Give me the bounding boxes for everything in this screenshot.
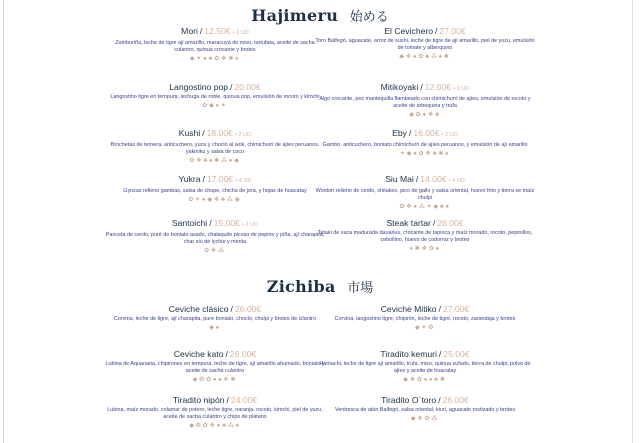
- crustacean-icon: ✦: [195, 197, 202, 203]
- mollusc-icon: ❂: [199, 377, 206, 383]
- fish-icon: ◆: [209, 325, 216, 331]
- dish-price: 14.00€: [420, 174, 447, 184]
- name-price-separator: /: [438, 304, 441, 314]
- dish-header: [105, 395, 325, 406]
- dish-units: • 2 UD: [234, 132, 252, 138]
- dish-price: 18.00€: [206, 128, 233, 138]
- nut-icon: ♣: [208, 56, 215, 62]
- menu-item: [105, 349, 325, 384]
- dish-description: Toro Balfegó, aguacate, arroz de sushi, leche de tigre de ají amarillo, piel de yuzu, emulsión de tomate y alberquino: [315, 38, 535, 51]
- celery-icon: ♠: [429, 377, 435, 383]
- section-title-hajimeru: [0, 6, 640, 25]
- dish-description: Corvina, leche de tigre, ají charapita, pure boniato, choclo, chulpi y brotes de cilantro: [114, 316, 316, 322]
- name-price-separator: /: [230, 82, 233, 92]
- celery-icon: ♠: [218, 377, 224, 383]
- dish-name: Tiradito nipón: [172, 395, 225, 405]
- dish-description: Tataki de vaca madurada dauarius, crocante de tapioca y maíz morado, rocoto, pepinillos, cebollino, huevo de codorniz y brotes: [317, 230, 533, 243]
- nut-icon: ♣: [434, 377, 440, 383]
- dish-header: [105, 349, 325, 360]
- name-price-separator: /: [226, 395, 229, 405]
- nut-icon: ♣: [203, 158, 210, 164]
- mustard-icon: ✱: [414, 246, 422, 252]
- soy-icon: ❖: [223, 377, 231, 383]
- crustacean-icon: ✦: [399, 151, 407, 157]
- egg-icon: ●: [422, 112, 428, 118]
- dish-price: 24.00€: [230, 395, 258, 405]
- celery-icon: ♠: [445, 204, 451, 210]
- name-price-separator: /: [435, 26, 438, 36]
- dish-header: [105, 304, 325, 315]
- celery-icon: ♠: [235, 56, 241, 62]
- soy-icon: ❖: [213, 197, 222, 203]
- dish-price: 26.00€: [437, 218, 464, 228]
- name-price-separator: /: [202, 128, 205, 138]
- allergen-icons: [105, 377, 325, 384]
- sesame-icon: ⁂: [226, 197, 235, 203]
- gluten-icon: ✿: [418, 151, 426, 157]
- sesame-icon: ⁂: [431, 416, 440, 422]
- allergen-icons: [105, 158, 325, 165]
- name-price-separator: /: [415, 174, 419, 184]
- egg-icon: ●: [409, 246, 415, 252]
- sesame-icon: ⁂: [430, 54, 439, 60]
- dish-description: Lubina, maíz morado, colamar de potero, leche tigre, naranja, rocoto, kimchi, piel de yuzu, aceite de sacha culantro y chips de plátano: [107, 407, 323, 420]
- soy-icon: ❖: [406, 204, 414, 210]
- dish-header: [105, 174, 325, 187]
- crustacean-icon: ✦: [196, 56, 204, 62]
- section-title-latin: Zichiba: [266, 277, 336, 296]
- dish-name: Ceviche kato: [173, 349, 224, 359]
- menu-item: [315, 174, 535, 211]
- gluten-icon: ✿: [214, 56, 222, 62]
- fish-icon: ◆: [406, 151, 414, 157]
- fish-icon: ◆: [403, 377, 410, 383]
- crustacean-icon: ✦: [426, 204, 434, 210]
- gluten-icon: ✿: [399, 204, 407, 210]
- dish-price: 26.00€: [442, 395, 469, 405]
- gluten-icon: ✿: [205, 377, 213, 383]
- soy-icon: ❖: [221, 56, 229, 62]
- egg-icon: ●: [412, 54, 419, 60]
- dish-name: El Cevichero: [384, 26, 434, 36]
- allergen-icons: [315, 246, 535, 253]
- menu-item: [315, 218, 535, 253]
- egg-icon: ●: [413, 151, 419, 157]
- soy-icon: ❖: [417, 416, 425, 422]
- egg-icon: ●: [413, 204, 419, 210]
- nut-icon: ♣: [439, 204, 446, 210]
- gluten-icon: ✿: [424, 416, 432, 422]
- menu-item: [315, 395, 535, 423]
- egg-icon: ●: [212, 377, 219, 383]
- dish-header: [105, 128, 325, 141]
- dish-price: 27.00€: [439, 26, 466, 36]
- fish-icon: ◆: [209, 103, 216, 109]
- dish-price: 26.00€: [234, 304, 262, 314]
- fish-icon: ◆: [414, 325, 422, 331]
- dish-description: Ventresca de atún Balfegó, salsa oriental, kiuri, aguacate rostizado y brotes: [334, 407, 516, 413]
- fish-icon: ◆: [192, 377, 200, 383]
- dish-price: 27.00€: [442, 304, 470, 314]
- sesame-icon: ⁂: [218, 248, 226, 254]
- name-price-separator: /: [230, 304, 233, 314]
- dish-name: Steak tartar: [386, 218, 431, 228]
- soy-icon: ❖: [409, 377, 417, 383]
- soy-icon: ❖: [425, 151, 433, 157]
- egg-icon: ●: [423, 377, 430, 383]
- gluten-icon: ✿: [189, 158, 197, 164]
- dish-description: Wonton relleno de cerdo, shitakes, pico de gallo y salsa oriental, huevo frito y tierra se maíz chulpi: [315, 188, 535, 201]
- dish-name: Kushi: [178, 128, 201, 138]
- soy-icon: ❖: [210, 248, 219, 254]
- mustard-icon: ✱: [439, 377, 447, 383]
- dish-description: Panceta de cerdo, puré de boniato asado, chalaquito picoso de pepino y piña, ají charapita, char siu de lychie y menta: [105, 232, 325, 245]
- dish-name: Ceviche Mitiko: [380, 304, 437, 314]
- section-title-zichiba: [0, 277, 640, 296]
- allergen-icons: [315, 325, 535, 332]
- egg-icon: ●: [216, 423, 223, 429]
- allergen-icons: [105, 197, 325, 204]
- gluten-icon: ✿: [204, 248, 211, 254]
- menu-item: [105, 128, 325, 165]
- section-title-japanese: 市場: [347, 281, 374, 296]
- nut-icon: ♣: [435, 112, 441, 118]
- name-price-separator: /: [408, 128, 412, 138]
- dish-units: • 4 UD: [235, 178, 252, 184]
- dish-description: Gambo, anticuchero, boniato chimichurri de ajíes peruanos, y emulsión de ají amarillo: [322, 142, 528, 148]
- dish-price: 12.50€: [204, 26, 231, 36]
- menu-item: [105, 218, 325, 255]
- menu-item: [315, 128, 535, 158]
- fish-icon: ◆: [409, 112, 416, 118]
- name-price-separator: /: [432, 218, 436, 228]
- dish-price: 17.00€: [206, 174, 234, 184]
- dish-header: [105, 218, 325, 231]
- dish-name: Mori: [181, 26, 198, 36]
- egg-icon: ●: [228, 158, 235, 164]
- dish-header: [315, 82, 535, 95]
- crustacean-icon: ✦: [421, 325, 429, 331]
- allergen-icons: [105, 103, 325, 110]
- dish-name: Mitikoyaki: [380, 82, 419, 92]
- celery-icon: ♠: [435, 246, 441, 252]
- gluten-icon: ✿: [202, 103, 210, 109]
- fish-icon: ◆: [189, 423, 196, 429]
- menu-item: [105, 304, 325, 332]
- gluten-icon: ✿: [428, 246, 436, 252]
- dish-price: 26.00€: [229, 349, 257, 359]
- fish-icon: ◆: [410, 416, 418, 422]
- menu-item: [105, 26, 325, 63]
- dish-header: [315, 26, 535, 37]
- gluten-icon: ✿: [202, 423, 210, 429]
- allergen-icons: [315, 112, 535, 119]
- left-border-rule: [3, 0, 4, 443]
- name-price-separator: /: [225, 349, 228, 359]
- soy-icon: ❖: [196, 158, 204, 164]
- allergen-icons: [315, 377, 535, 384]
- dish-description: Zamburiña, leche de tigre ají amarillo, maracuyá de miso, tartufata, aceite de sacha culantro, quinua crocante y brotes: [115, 40, 315, 53]
- dish-description: Brochetas de ternera, anticuchero, yuca y choclo al wok, chimichurri de ajíes peruanos, yakiniku y salsa de coco: [110, 142, 320, 155]
- celery-icon: ♠: [209, 158, 215, 164]
- dish-units: • 3 UD: [453, 86, 470, 92]
- allergen-icons: [105, 423, 325, 430]
- section-title-japanese: 始める: [349, 10, 389, 25]
- mustard-icon: ✱: [214, 158, 221, 164]
- dish-header: [315, 395, 535, 406]
- fish-icon: ◆: [433, 204, 440, 210]
- sesame-icon: ⁂: [418, 204, 427, 210]
- menu-item: [315, 304, 535, 332]
- fish-icon: ◆: [189, 56, 197, 62]
- mollusc-icon: ❂: [195, 423, 203, 429]
- allergen-icons: [105, 325, 325, 332]
- dish-name: Siu Mai: [385, 174, 414, 184]
- dish-description: Gyozas relleno gambas, salsa de chupe, chicha de jora, y hojas de huacatay: [123, 188, 307, 194]
- soy-icon: ❖: [209, 423, 217, 429]
- section-title-latin: Hajimeru: [251, 6, 339, 25]
- celery-icon: ♠: [438, 54, 444, 60]
- celery-icon: ♠: [235, 423, 241, 429]
- mustard-icon: ✱: [438, 151, 446, 157]
- right-border-rule: [632, 0, 633, 443]
- allergen-icons: [315, 151, 535, 158]
- dish-units: • 4 UD: [448, 178, 465, 184]
- dish-header: [105, 26, 325, 39]
- gluten-icon: ✿: [418, 54, 426, 60]
- dish-name: Santoichi: [171, 218, 208, 228]
- nut-icon: ♣: [221, 197, 227, 203]
- menu-item: [315, 82, 535, 119]
- crustacean-icon: ✦: [220, 103, 228, 109]
- allergen-icons: [315, 54, 535, 61]
- egg-icon: ●: [203, 56, 209, 62]
- dish-header: [315, 218, 535, 229]
- egg-icon: ●: [215, 103, 221, 109]
- sesame-icon: ⁂: [227, 423, 236, 429]
- celery-icon: ♠: [215, 325, 221, 331]
- dish-description: Langostino tigre en tempura, lechuga de roble, quinua pop, emulsión de rocoto y kimchi: [110, 94, 320, 100]
- dish-units: • 2 UD: [232, 30, 249, 36]
- dish-header: [105, 82, 325, 93]
- dish-price: 16.00€: [413, 128, 440, 138]
- gluten-icon: ✿: [415, 112, 423, 118]
- soy-icon: ❖: [427, 112, 436, 118]
- name-price-separator: /: [438, 349, 442, 359]
- mustard-icon: ✱: [443, 54, 451, 60]
- soy-icon: ❖: [405, 54, 413, 60]
- dish-name: Tiradito kemuri: [380, 349, 437, 359]
- mollusc-icon: ❂: [428, 325, 436, 331]
- dish-header: [315, 304, 535, 315]
- name-price-separator: /: [209, 218, 212, 228]
- menu-item: [105, 82, 325, 110]
- dish-name: Tiradito O´toro: [381, 395, 437, 405]
- dish-header: [315, 174, 535, 187]
- fish-icon: ◆: [399, 54, 406, 60]
- nut-icon: ♣: [222, 423, 228, 429]
- dish-description: Algo crocante, pez mantequilla flambeado con chimichurri de ajíes, emulsión de rocoto y aceite de arbequina y trufa: [319, 96, 531, 109]
- dish-name: Langostino pop: [169, 82, 229, 92]
- dish-price: 15.00€: [213, 218, 240, 228]
- soy-icon: ❖: [421, 246, 429, 252]
- menu-item: [105, 395, 325, 430]
- allergen-icons: [315, 416, 535, 423]
- milk-icon: ◉: [234, 197, 242, 203]
- name-price-separator: /: [438, 395, 441, 405]
- dish-description: Hamachi, leche de tigre ají amarillo, trufa, miso, quinua sufado, tierra de chulpi, polvo de ajíes y aceite de huacatay: [319, 361, 531, 374]
- name-price-separator: /: [202, 174, 205, 184]
- allergen-icons: [315, 204, 535, 211]
- nut-icon: ♣: [425, 54, 431, 60]
- dish-description: Corvina, langostino tigre, chipirón, leche de tigre, rocoto, zarandaja y brotes: [334, 316, 516, 322]
- dish-units: • 2 UD: [241, 222, 259, 228]
- menu-item: [315, 26, 535, 61]
- gluten-icon: ✿: [416, 377, 424, 383]
- fish-icon: ◆: [234, 158, 241, 164]
- dish-name: Yukra: [178, 174, 201, 184]
- dish-price: 12.00€: [424, 82, 452, 92]
- menu-item: [105, 174, 325, 204]
- egg-icon: ●: [202, 197, 208, 203]
- gluten-icon: ✿: [188, 197, 196, 203]
- allergen-icons: [105, 248, 325, 255]
- mustard-icon: ✱: [230, 377, 238, 383]
- name-price-separator: /: [420, 82, 423, 92]
- dish-units: • 2 UD: [441, 132, 458, 138]
- dish-name: Eby: [392, 128, 407, 138]
- dish-name: Ceviche clásico: [168, 304, 229, 314]
- allergen-icons: [105, 56, 325, 63]
- dish-header: [315, 349, 535, 360]
- dish-description: Lubina de Aquanaria, chipirones en tempura, leche de tigre, ají amarillo ahumado, boniato y aceite de sacha culantro: [105, 361, 325, 374]
- celery-icon: ♠: [445, 151, 451, 157]
- sesame-icon: ⁂: [220, 158, 229, 164]
- mustard-icon: ✱: [228, 56, 236, 62]
- dish-price: 25.00€: [443, 349, 470, 359]
- dish-header: [315, 128, 535, 141]
- name-price-separator: /: [199, 26, 203, 36]
- nut-icon: ♣: [432, 151, 439, 157]
- dish-price: 20.00€: [234, 82, 261, 92]
- menu-item: [315, 349, 535, 384]
- fish-icon: ◆: [207, 197, 214, 203]
